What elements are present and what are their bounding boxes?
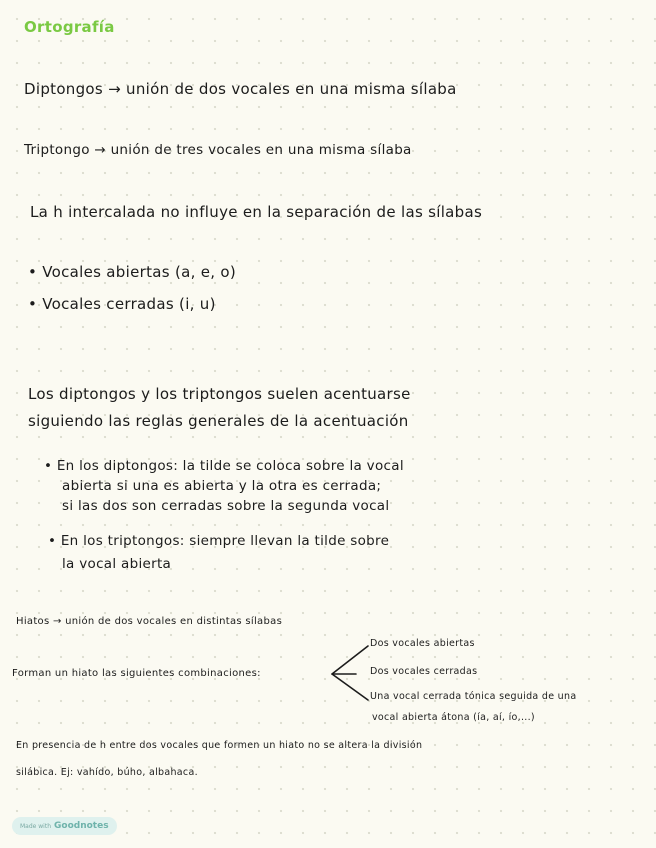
combinacion-3: Una vocal cerrada tónica seguida de una — [370, 691, 577, 702]
presencia-h-line-1: En presencia de h entre dos vocales que formen un hiato no se altera la división — [16, 740, 423, 751]
hiatos-definition: Hiatos → unión de dos vocales en distintas sílabas — [16, 616, 283, 627]
presencia-h-line-2: silábica. Ej: vahído, búho, albahaca. — [16, 767, 198, 778]
diptongos-tilde-line-3: si las dos son cerradas sobre la segunda vocal — [62, 498, 390, 514]
badge-brand: Goodnotes — [54, 821, 109, 831]
hiatos-forman: Forman un hiato las siguientes combinaciones: — [12, 668, 261, 679]
combinacion-1: Dos vocales abiertas — [370, 638, 475, 649]
diptongos-tilde-line-1: • En los diptongos: la tilde se coloca sobre la vocal — [44, 458, 404, 474]
triptongos-tilde-line-1: • En los triptongos: siempre llevan la tilde sobre — [48, 533, 390, 549]
diptongos-definition: Diptongos → unión de dos vocales en una misma sílaba — [24, 80, 457, 98]
acentuacion-line-2: siguiendo las reglas generales de la acentuación — [28, 412, 409, 430]
triptongo-definition: Triptongo → unión de tres vocales en una misma sílaba — [24, 142, 412, 158]
triptongos-tilde-line-2: la vocal abierta — [62, 556, 172, 572]
vocales-cerradas: • Vocales cerradas (i, u) — [28, 295, 216, 313]
combinacion-4: vocal abierta átona (ía, aí, ío,...) — [372, 712, 535, 723]
combinacion-2: Dos vocales cerradas — [370, 666, 478, 677]
h-intercalada-note: La h intercalada no influye en la separación de las sílabas — [30, 203, 483, 221]
acentuacion-line-1: Los diptongos y los triptongos suelen acentuarse — [28, 385, 411, 403]
bracket-arrow — [328, 640, 372, 704]
diptongos-tilde-line-2: abierta si una es abierta y la otra es cerrada; — [62, 478, 382, 494]
page-title: Ortografía — [24, 18, 115, 36]
goodnotes-badge — [12, 817, 117, 835]
vocales-abiertas: • Vocales abiertas (a, e, o) — [28, 263, 237, 281]
badge-made-with: Made with — [20, 822, 51, 830]
